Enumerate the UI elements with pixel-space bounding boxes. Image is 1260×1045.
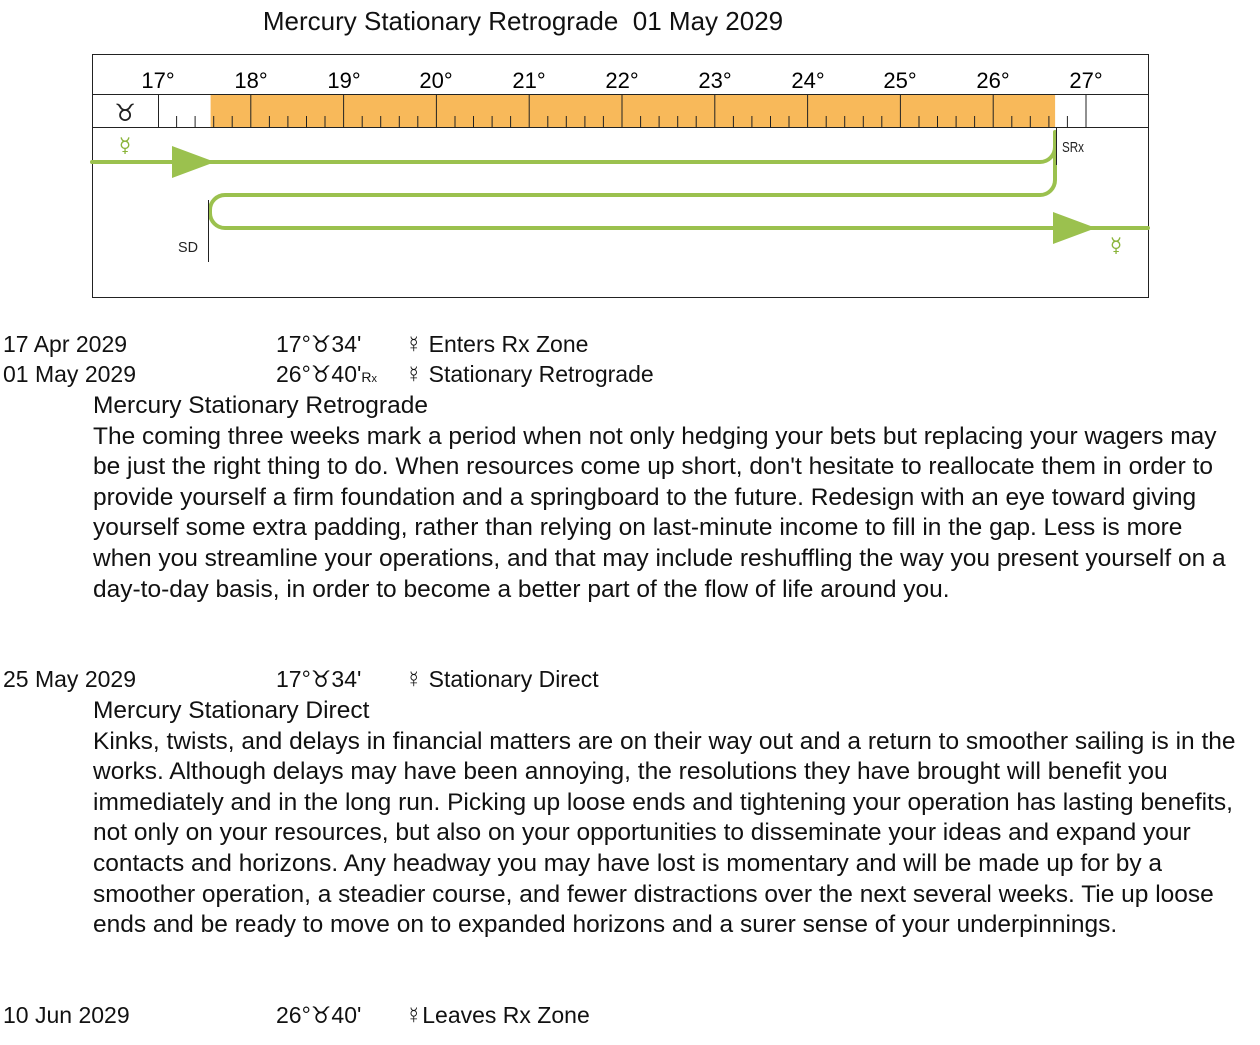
degree-label: 26° <box>976 68 1010 93</box>
event-body: Kinks, twists, and delays in financial matters are on their way out and a return to smoother sailing is in the works. Although delays may have been annoying, the resolutions they have brought will benefit you immediately and in the long run. Picking up loose ends and tightening your operation has lasting benefits, not only on your resources, but also on your opportunities to disseminate your ideas and expand your contacts and horizons. Any headway you may have lost is momentary and will be made up for by a smoother operation, a steadier course, and fewer distractions over the next several weeks. Tie up loose ends and be ready to move on to expanded horizons and a surer sense of your underpinnings. <box>93 727 1236 939</box>
event-heading: Mercury Stationary Retrograde <box>93 392 428 419</box>
mercury-icon: ☿ <box>118 133 132 157</box>
degree-labels <box>141 68 1102 93</box>
event-body: The coming three weeks mark a period when not only hedging your bets but replacing your wagers may be just the right thing to do. When resources come up short, don't hesitate to reallocate them in order to provide yourself a firm foundation and a springboard to the future. Redesign with an eye toward giving yourself some extra padding, rather than relying on last-minute income to fill in the gap. Less is more when you streamline your operations, and that may include reshuffling the way you present yourself on a day-to-day basis, in order to become a better part of the flow of life around you. <box>93 422 1226 603</box>
event-date: 10 Jun 2029 <box>3 1002 130 1028</box>
mercury-icon: ☿ <box>1109 233 1123 257</box>
direction-arrow-1 <box>172 146 215 178</box>
event-description <box>93 391 1243 605</box>
degree-label: 24° <box>791 68 825 93</box>
event-position: 26°♉40'Rx <box>276 361 377 387</box>
degree-label: 25° <box>883 68 917 93</box>
event-date: 25 May 2029 <box>3 666 136 692</box>
page-title: Mercury Stationary Retrograde 01 May 2029 <box>262 6 784 36</box>
degree-label: 22° <box>605 68 639 93</box>
event-name: ☿Leaves Rx Zone <box>405 1002 590 1028</box>
degree-label: 18° <box>234 68 268 93</box>
sd-label: SD <box>178 239 199 256</box>
event-position: 26°♉40' <box>276 1002 362 1028</box>
event-heading: Mercury Stationary Direct <box>93 697 370 724</box>
event-date: 01 May 2029 <box>3 361 136 387</box>
event-position: 17°♉34' <box>276 666 362 692</box>
retrograde-diagram <box>0 0 1260 310</box>
srx-label: SRx <box>1062 139 1085 156</box>
event-name: ☿ Stationary Direct <box>405 666 599 692</box>
degree-label: 19° <box>327 68 361 93</box>
event-name: ☿ Stationary Retrograde <box>405 361 654 387</box>
event-position: 17°♉34' <box>276 331 362 357</box>
event-name: ☿ Enters Rx Zone <box>405 331 589 357</box>
retrograde-marker: R <box>361 369 372 385</box>
motion-path <box>92 132 1148 228</box>
direction-arrow-2 <box>1053 212 1096 244</box>
taurus-icon: ♉ <box>114 99 136 127</box>
degree-label: 21° <box>512 68 546 93</box>
event-date: 17 Apr 2029 <box>3 331 128 357</box>
degree-label: 27° <box>1069 68 1103 93</box>
event-description <box>93 696 1243 941</box>
degree-label: 17° <box>141 68 175 93</box>
retro-zone-band <box>211 94 1056 127</box>
degree-label: 20° <box>419 68 453 93</box>
degree-label: 23° <box>698 68 732 93</box>
direct-path-before <box>92 132 1055 162</box>
